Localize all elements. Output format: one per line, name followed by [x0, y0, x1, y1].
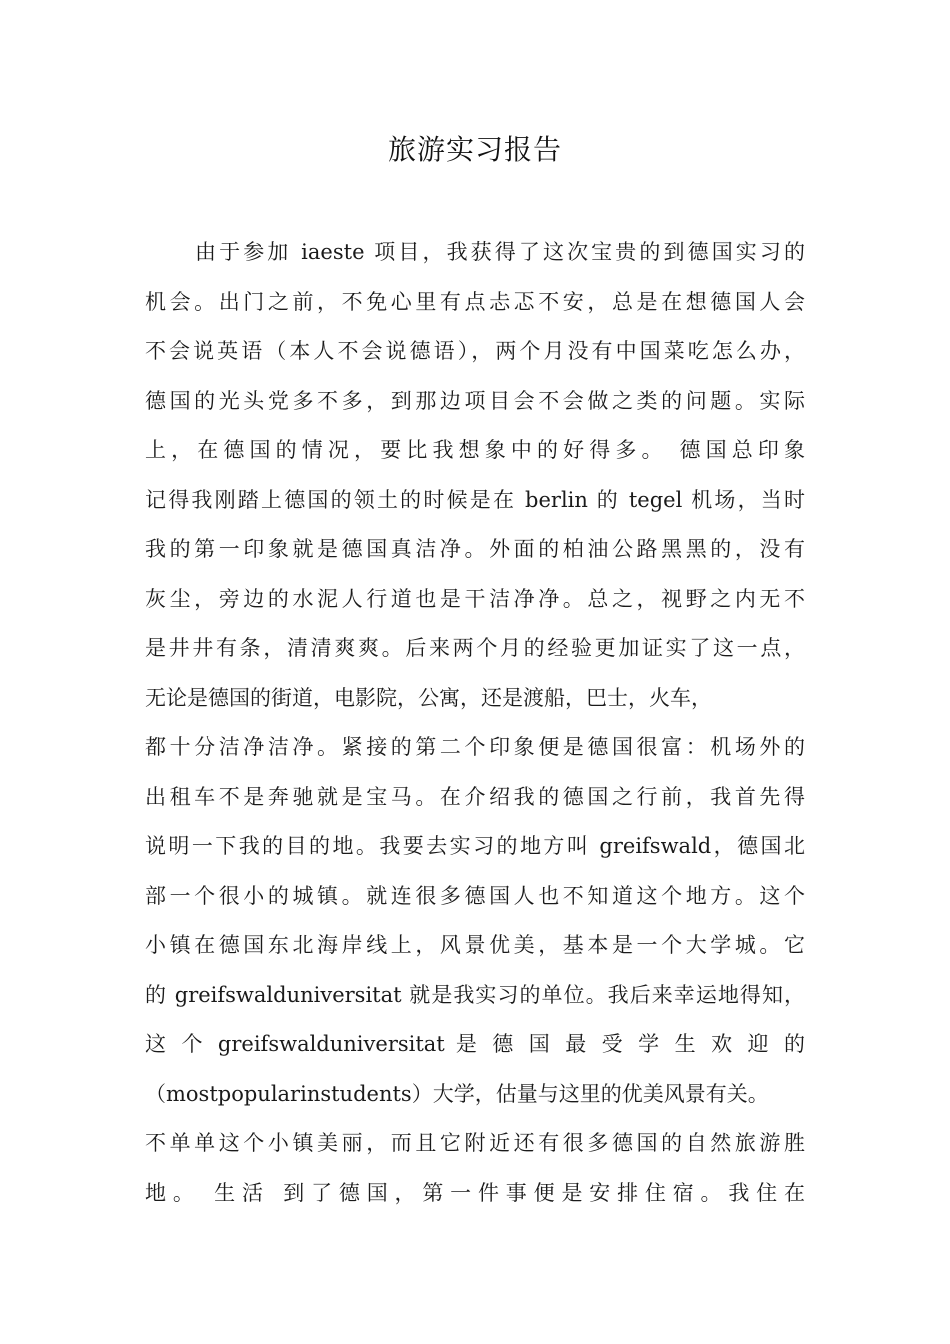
body-line: 不单单这个小镇美丽，而且它附近还有很多德国的自然旅游胜: [145, 1131, 805, 1155]
body-line: 上，在德国的情况，要比我想象中的好得多。 德国总印象: [145, 438, 805, 462]
body-line: （mostpopularinstudents）大学，估量与这里的优美风景有关。: [145, 1081, 769, 1106]
document-title: 旅游实习报告: [387, 133, 562, 166]
body-line: 说明一下我的目的地。我要去实习的地方叫 greifswald，德国北: [145, 834, 805, 858]
body-line: 记得我刚踏上德国的领土的时候是在 berlin 的 tegel 机场，当时: [145, 487, 805, 512]
body-line: 的 greifswalduniversitat 就是我实习的单位。我后来幸运地得知，: [145, 982, 805, 1007]
body-line: 德国的光头党多不多，到那边项目会不会做之类的问题。实际: [145, 388, 805, 413]
body-line: 是井井有条，清清爽爽。后来两个月的经验更加证实了这一点，: [145, 636, 805, 660]
body-line: 这 个 greifswalduniversitat 是 德 国 最 受 学 生 欢 迎 的: [145, 1032, 805, 1056]
body-line: 不会说英语（本人不会说德语），两个月没有中国菜吃怎么办，: [145, 339, 805, 363]
body-line: 部一个很小的城镇。就连很多德国人也不知道这个地方。这个: [145, 883, 805, 908]
document-body: [145, 228, 805, 1218]
body-line: 都十分洁净洁净。紧接的第二个印象便是德国很富：机场外的: [145, 735, 805, 759]
body-line: 由于参加 iaeste 项目，我获得了这次宝贵的到德国实习的: [195, 240, 805, 264]
body-line: 出租车不是奔驰就是宝马。在介绍我的德国之行前，我首先得: [145, 784, 805, 809]
body-line: 地。 生活 到了德国，第一件事便是安排住宿。我住在: [145, 1180, 805, 1205]
body-line: 我的第一印象就是德国真洁净。外面的柏油公路黑黑的，没有: [145, 537, 805, 561]
body-line: 小镇在德国东北海岸线上，风景优美，基本是一个大学城。它: [145, 933, 805, 957]
body-line: 无论是德国的街道，电影院，公寓，还是渡船，巴士，火车，: [145, 685, 712, 710]
body-line: 机会。出门之前，不免心里有点忐忑不安，总是在想德国人会: [145, 289, 805, 314]
body-line: 灰尘，旁边的水泥人行道也是干洁净净。总之，视野之内无不: [145, 586, 805, 611]
